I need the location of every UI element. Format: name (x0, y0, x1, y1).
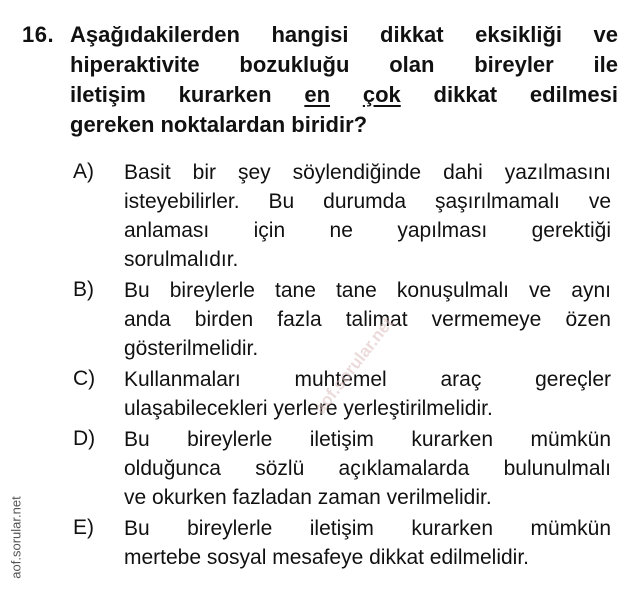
option-line: mertebe sosyal mesafeye dikkat edilmelidir. (124, 546, 530, 569)
option-text (124, 365, 611, 423)
option-letter: A) (73, 160, 94, 183)
option-line: Bu bireylerle iletişim kurarken mümkün (124, 517, 611, 540)
diagonal-watermark: aof.sorular.net (310, 313, 398, 418)
option-line: olduğunca sözlü açıklamalarda bulunulmalı (124, 457, 611, 480)
option-d[interactable] (0, 425, 643, 512)
option-letter: E) (73, 516, 94, 539)
option-line: Kullanmaları muhtemel araç gereçler (124, 368, 611, 391)
question-text-segment: dikkat edilmesi (400, 82, 618, 107)
option-text (124, 425, 611, 512)
emphasis-en: en (304, 82, 331, 107)
option-line: anlaması için ne yapılması gerektiği (124, 219, 611, 242)
question-number: 16. (22, 22, 55, 47)
question-stem (70, 20, 618, 140)
option-text (124, 158, 611, 274)
question-line (70, 80, 618, 110)
question-line: Aşağıdakilerden hangisi dikkat eksikliği ve (70, 22, 618, 47)
option-line: isteyebilirler. Bu durumda şaşırılmamalı ve (124, 190, 611, 213)
option-line: ve okurken fazladan zaman verilmelidir. (124, 486, 492, 509)
option-line: Bu bireylerle iletişim kurarken mümkün (124, 428, 611, 451)
question-line: gereken noktalardan biridir? (70, 112, 368, 137)
option-a[interactable] (0, 158, 643, 274)
question-text-segment: iletişim kurarken (70, 82, 305, 107)
option-line: gösterilmelidir. (124, 337, 259, 360)
option-line: anda birden fazla talimat vermemeye özen (124, 308, 611, 331)
option-letter: B) (73, 278, 94, 301)
option-e[interactable] (0, 514, 643, 572)
emphasis-cok: çok (362, 82, 401, 107)
option-letter: C) (73, 367, 96, 390)
option-line: sorulmalıdır. (124, 248, 239, 271)
question-line: hiperaktivite bozukluğu olan bireyler ile (70, 52, 618, 77)
option-line: Basit bir şey söylendiğinde dahi yazılmasını (124, 161, 611, 184)
option-line: ulaşabilecekleri yerlere yerleştirilmelidir. (124, 397, 493, 420)
option-b[interactable] (0, 276, 643, 363)
option-text (124, 514, 611, 572)
side-watermark: aof.sorular.net (8, 496, 24, 579)
option-letter: D) (73, 427, 96, 450)
answer-options (0, 158, 643, 574)
question-text-segment (330, 82, 363, 107)
option-line: Bu bireylerle tane tane konuşulmalı ve aynı (124, 279, 611, 302)
